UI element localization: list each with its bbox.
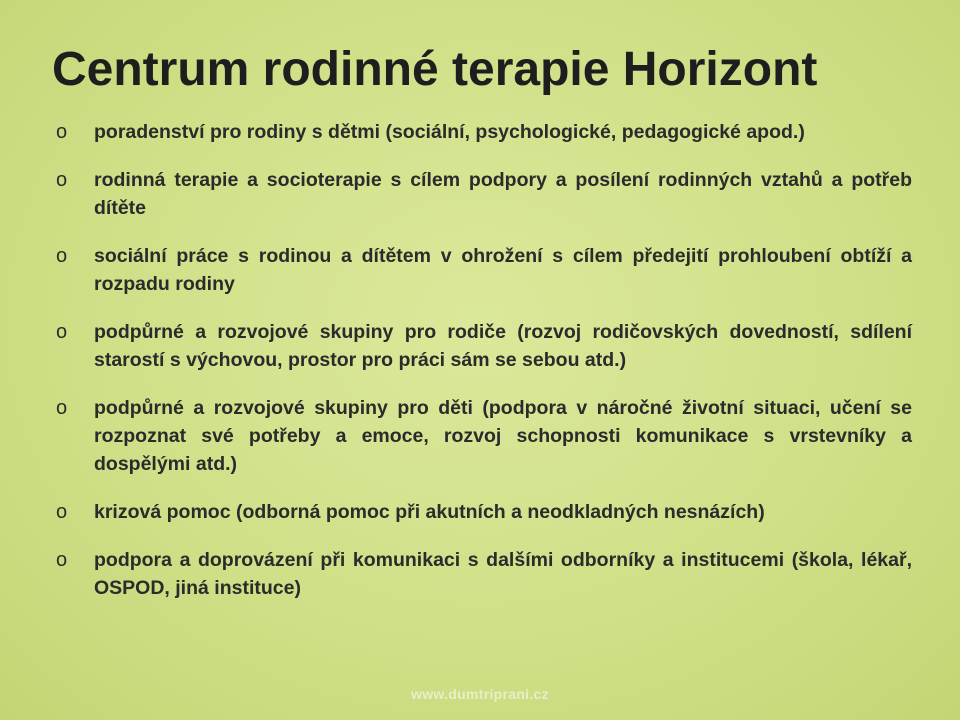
bullet-item [56, 166, 912, 222]
bullet-marker: o [56, 549, 68, 571]
bullet-text: sociální práce s rodinou a dítětem v ohrožení s cílem předejití prohloubení obtíží a rozpadu rodiny [94, 245, 912, 295]
slide-title: Centrum rodinné terapie Horizont [52, 43, 818, 96]
bullet-item [56, 546, 912, 602]
bullet-marker: o [56, 169, 68, 191]
bullet-text: podpůrné a rozvojové skupiny pro rodiče (rozvoj rodičovských dovedností, sdílení starostí s výchovou, prostor pro práci sám se sebou atd.) [94, 321, 912, 371]
bullet-marker: o [56, 245, 68, 267]
footer-watermark: www.dumtriprani.cz [411, 686, 549, 702]
bullet-item [56, 318, 912, 374]
bullet-text: krizová pomoc (odborná pomoc při akutních a neodkladných nesnázích) [94, 501, 765, 523]
bullet-item [56, 394, 912, 478]
bullet-marker: o [56, 501, 68, 523]
bullet-list [56, 118, 912, 602]
bullet-text: podpora a doprovázení při komunikaci s dalšími odborníky a institucemi (škola, lékař, OSPOD, jiná instituce) [94, 549, 912, 599]
bullet-text: rodinná terapie a socioterapie s cílem podpory a posílení rodinných vztahů a potřeb dítěte [94, 169, 912, 219]
bullet-marker: o [56, 121, 68, 143]
bullet-marker: o [56, 397, 68, 419]
bullet-item [56, 118, 912, 146]
bullet-text: podpůrné a rozvojové skupiny pro děti (podpora v náročné životní situaci, učení se rozpoznat své potřeby a emoce, rozvoj schopnosti komunikace s vrstevníky a dospělými atd.) [94, 397, 912, 475]
bullet-marker: o [56, 321, 68, 343]
bullet-item [56, 498, 912, 526]
bullet-text: poradenství pro rodiny s dětmi (sociální, psychologické, pedagogické apod.) [94, 121, 805, 143]
bullet-item [56, 242, 912, 298]
